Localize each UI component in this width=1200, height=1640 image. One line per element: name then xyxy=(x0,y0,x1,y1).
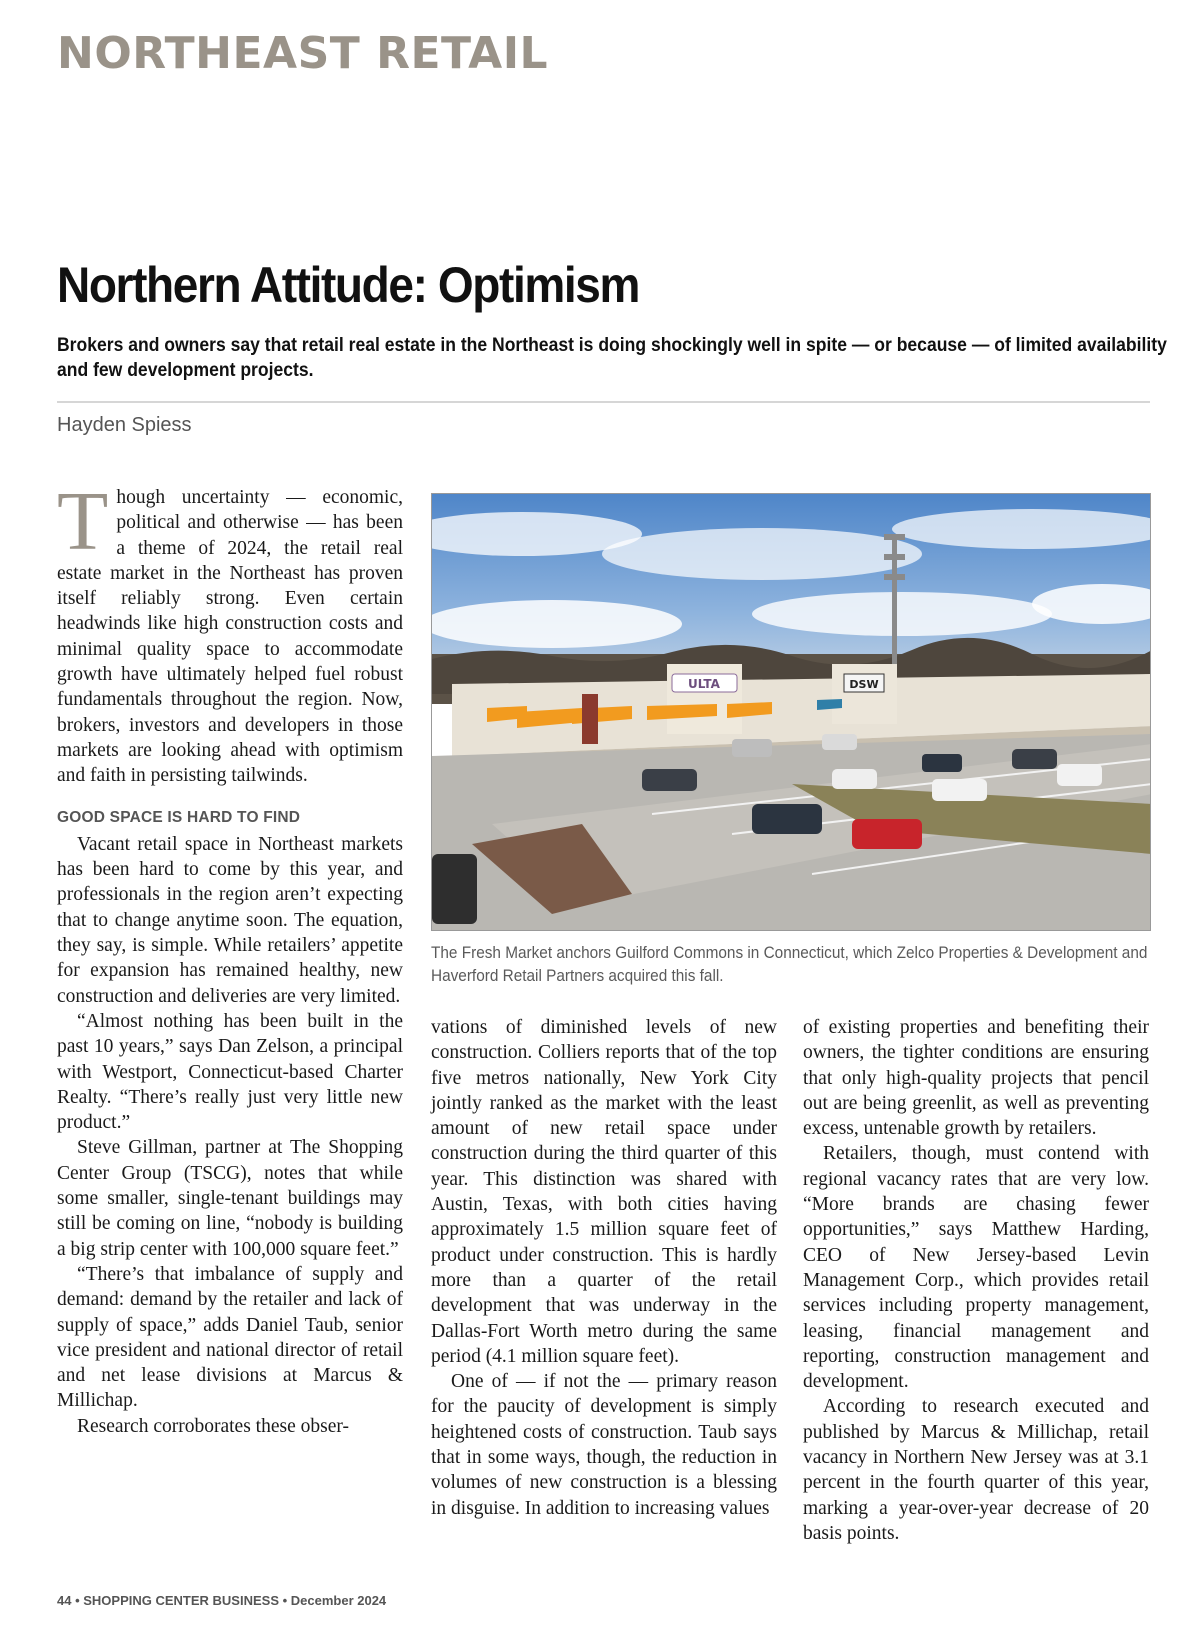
body-paragraph: According to research executed and published by Marcus & Millichap, retail vacancy in Northern New Jersey was at 3.1 percent in the fourth quarter of this year, marking a year-over-year decrease of 20 basis points. xyxy=(803,1396,1149,1544)
byline: Hayden Spiess xyxy=(57,414,192,436)
body-paragraph: “There’s that imbalance of supply and demand: demand by the retailer and lack of supply of space,” adds Daniel Taub, senior vice president and national director of retail and net lease divisions at Marcus & Millichap. xyxy=(57,1263,403,1412)
subheading: GOOD SPACE IS HARD TO FIND xyxy=(57,808,301,826)
body-paragraph: Research corroborates these obser- xyxy=(77,1415,349,1437)
body-paragraph: “Almost nothing has been built in the past 10 years,” says Dan Zelson, a principal with Westport, Connecticut-based Charter Realty. “There’s really just very little new product.” xyxy=(57,1010,403,1134)
ulta-sign: ULTA xyxy=(688,677,720,691)
divider xyxy=(57,401,1150,403)
body-paragraph: One of — if not the — primary reason for the paucity of development is simply heightened costs of construction. Taub says that in some ways, though, the reduction in volumes of new construction is a blessing in disguise. In addition to increasing values xyxy=(431,1371,777,1519)
drop-cap: T xyxy=(57,475,109,568)
article-column-1 xyxy=(57,475,403,1439)
dsw-sign: DSW xyxy=(849,678,879,691)
body-paragraph: vations of diminished levels of new construction. Colliers reports that of the top five metros nationally, New York City jointly ranked as the market with the least amount of new retail space under construction during the third quarter of this year. This distinction was shared with Austin, Texas, with both cities having approximately 1.5 million square feet of product under construction. This is hardly more than a quarter of the retail development that was underway in the Dallas-Fort Worth metro during the same period (4.1 million square feet). xyxy=(431,1017,777,1367)
body-paragraph: of existing properties and benefiting their owners, the tighter conditions are ensuring that only high-quality projects that pencil out are being greenlit, as well as preventing excess, untenable growth by retailers. xyxy=(803,1017,1149,1140)
page-footer: 44 • SHOPPING CENTER BUSINESS • December 2024 xyxy=(57,1593,387,1608)
article-dek: Brokers and owners say that retail real estate in the Northeast is doing shockingly well in spite — or because — of limited availability and few development projects. xyxy=(57,334,1167,381)
body-paragraph: Retailers, though, must contend with regional vacancy rates that are very low. “More brands are chasing fewer opportunities,” says Matthew Harding, CEO of New Jersey-based Levin Management Corp., which provides retail services including property management, leasing, financial management and reporting, construction management and development. xyxy=(803,1143,1149,1393)
article-column-3 xyxy=(803,1015,1149,1546)
intro-paragraph: Though uncertainty — economic, political and otherwise — has been a theme of 2024, the retail real estate market in the Northeast has proven itself reliably strong. Even certain headwinds like high construction costs and minimal quality space to accommodate growth have ultimately helped fuel robust fundamentals throughout the region. Now, brokers, investors and developers in those markets are looking ahead with optimism and faith in persisting tailwinds. xyxy=(57,475,403,787)
shopping-center-photo xyxy=(431,493,1151,931)
article-title: Northern Attitude: Optimism xyxy=(57,257,640,313)
body-paragraph: Steve Gillman, partner at The Shopping Center Group (TSCG), notes that while some smaller, single-tenant buildings may still be coming on line, “nobody is building a big strip center with 100,000 square feet.” xyxy=(57,1137,403,1260)
article-column-2 xyxy=(431,1015,777,1521)
section-heading: NORTHEAST RETAIL xyxy=(57,28,549,79)
photo-caption: The Fresh Market anchors Guilford Commons in Connecticut, which Zelco Properties & Development and Haverford Retail Partners acquired this fall. xyxy=(431,944,1148,985)
body-paragraph: Vacant retail space in Northeast markets has been hard to come by this year, and professionals in the region aren’t expecting that to change anytime soon. The equation, they say, is simple. While retailers’ appetite for expansion has remained healthy, new construction and deliveries are very limited. xyxy=(57,833,403,1007)
